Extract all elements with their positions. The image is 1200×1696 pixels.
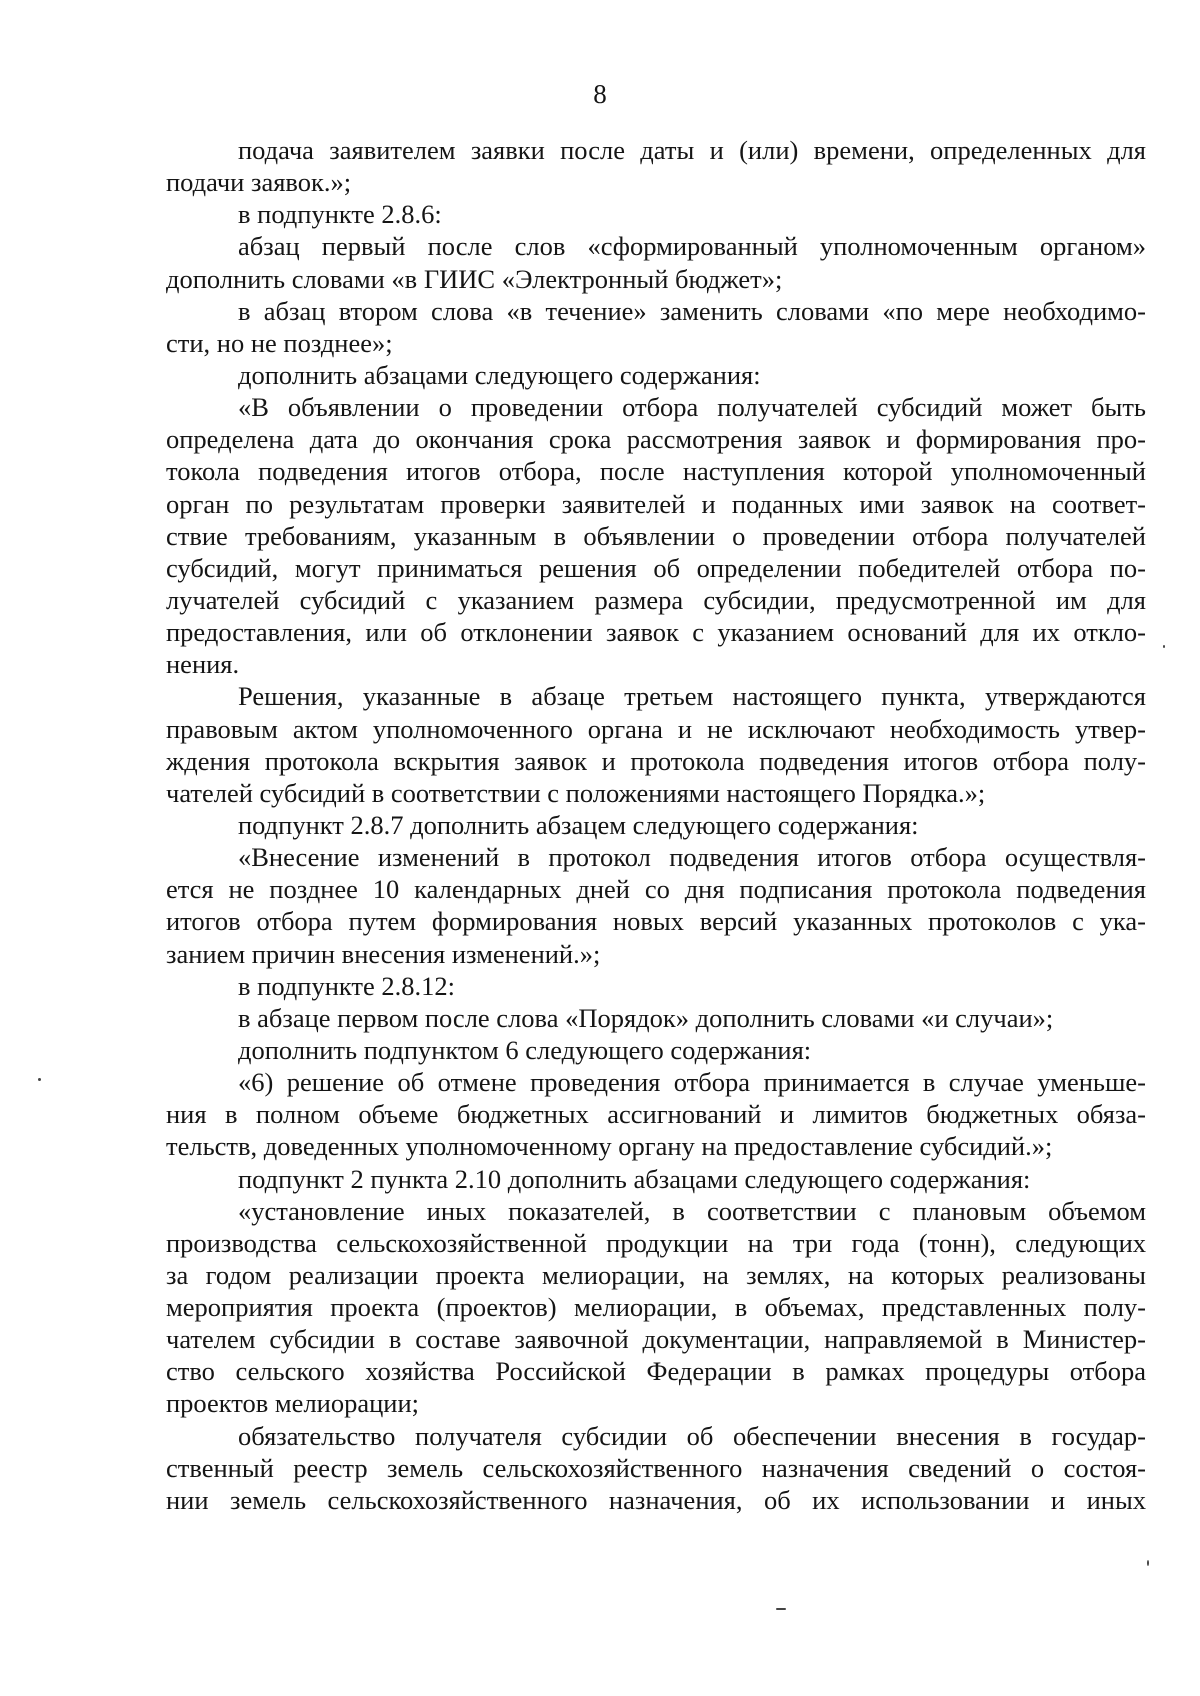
text-line: мероприятия проекта (проектов) мелиорации, в объемах, представленных полу-: [166, 1292, 1146, 1323]
text-line: ния в полном объеме бюджетных ассигнований и лимитов бюджетных обяза-: [166, 1099, 1146, 1130]
text-line: Решения, указанные в абзаце третьем настоящего пункта, утверждаются: [238, 681, 1146, 712]
text-line: чателей субсидий в соответствии с положениями настоящего Порядка.»;: [166, 777, 986, 808]
text-line: «6) решение об отмене проведения отбора принимается в случае уменьше-: [238, 1067, 1146, 1098]
text-line: ство сельского хозяйства Российской Федерации в рамках процедуры отбора: [166, 1356, 1146, 1387]
text-line: «В объявлении о проведении отбора получателей субсидий может быть: [238, 392, 1146, 423]
text-line: ственный реестр земель сельскохозяйственного назначения сведений о состоя-: [166, 1452, 1146, 1483]
text-line: дополнить словами «в ГИИС «Электронный бюджет»;: [166, 263, 783, 294]
scan-speck: [1163, 645, 1165, 648]
text-line: обязательство получателя субсидии об обеспечении внесения в государ-: [238, 1420, 1146, 1451]
text-line: «установление иных показателей, в соответствии с плановым объемом: [238, 1195, 1146, 1226]
text-line: в подпункте 2.8.6:: [238, 199, 442, 230]
text-line: предоставления, или об отклонении заявок с указанием оснований для их откло-: [166, 617, 1146, 648]
text-line: дополнить абзацами следующего содержания:: [238, 359, 761, 390]
text-line: занием причин внесения изменений.»;: [166, 938, 601, 969]
text-line: нии земель сельскохозяйственного назначения, об их использовании и иных: [166, 1484, 1146, 1515]
text-line: подпункт 2.8.7 дополнить абзацем следующего содержания:: [238, 809, 919, 840]
text-line: в подпункте 2.8.12:: [238, 970, 456, 1001]
text-line: орган по результатам проверки заявителей и поданных ими заявок на соответ-: [166, 488, 1146, 519]
text-line: токола подведения итогов отбора, после наступления которой уполномоченный: [166, 456, 1146, 487]
text-line: нения.: [166, 649, 240, 680]
text-line: подпункт 2 пункта 2.10 дополнить абзацами следующего содержания:: [238, 1163, 1031, 1194]
text-line: ждения протокола вскрытия заявок и протокола подведения итогов отбора полу-: [166, 745, 1146, 776]
text-line: чателем субсидии в составе заявочной документации, направляемой в Министер-: [166, 1324, 1146, 1355]
text-line: в абзаце первом после слова «Порядок» дополнить словами «и случаи»;: [238, 1002, 1054, 1033]
text-line: итогов отбора путем формирования новых версий указанных протоколов с ука-: [166, 906, 1146, 937]
text-line: ется не позднее 10 календарных дней со дня подписания протокола подведения: [166, 874, 1146, 905]
text-line: в абзац втором слова «в течение» заменить словами «по мере необходимо-: [238, 295, 1146, 326]
scan-speck: [38, 1078, 41, 1081]
scan-speck: [1147, 1560, 1149, 1566]
text-line: определена дата до окончания срока рассмотрения заявок и формирования про-: [166, 424, 1146, 455]
text-line: правовым актом уполномоченного органа и не исключают необходимость утвер-: [166, 713, 1146, 744]
text-line: дополнить подпунктом 6 следующего содержания:: [238, 1034, 812, 1065]
text-line: подачи заявок.»;: [166, 167, 352, 198]
text-line: «Внесение изменений в протокол подведения итогов отбора осуществля-: [238, 842, 1146, 873]
text-line: абзац первый после слов «сформированный уполномоченным органом»: [238, 231, 1146, 262]
text-line: проектов мелиорации;: [166, 1388, 420, 1419]
text-line: лучателей субсидий с указанием размера субсидии, предусмотренной им для: [166, 584, 1146, 615]
document-body: [166, 134, 1146, 1516]
text-line: субсидий, могут приниматься решения об определении победителей отбора по-: [166, 552, 1146, 583]
page-number: 8: [593, 79, 607, 109]
text-line: ствие требованиям, указанным в объявлении о проведении отбора получателей: [166, 520, 1146, 551]
scan-speck: [776, 1608, 786, 1610]
text-line: подача заявителем заявки после даты и (или) времени, определенных для: [238, 135, 1146, 165]
text-line: сти, но не позднее»;: [166, 327, 393, 358]
text-line: тельств, доведенных уполномоченному органу на предоставление субсидий.»;: [166, 1131, 1053, 1162]
text-line: производства сельскохозяйственной продукции на три года (тонн), следующих: [166, 1227, 1146, 1258]
text-line: за годом реализации проекта мелиорации, на землях, на которых реализованы: [166, 1259, 1146, 1290]
